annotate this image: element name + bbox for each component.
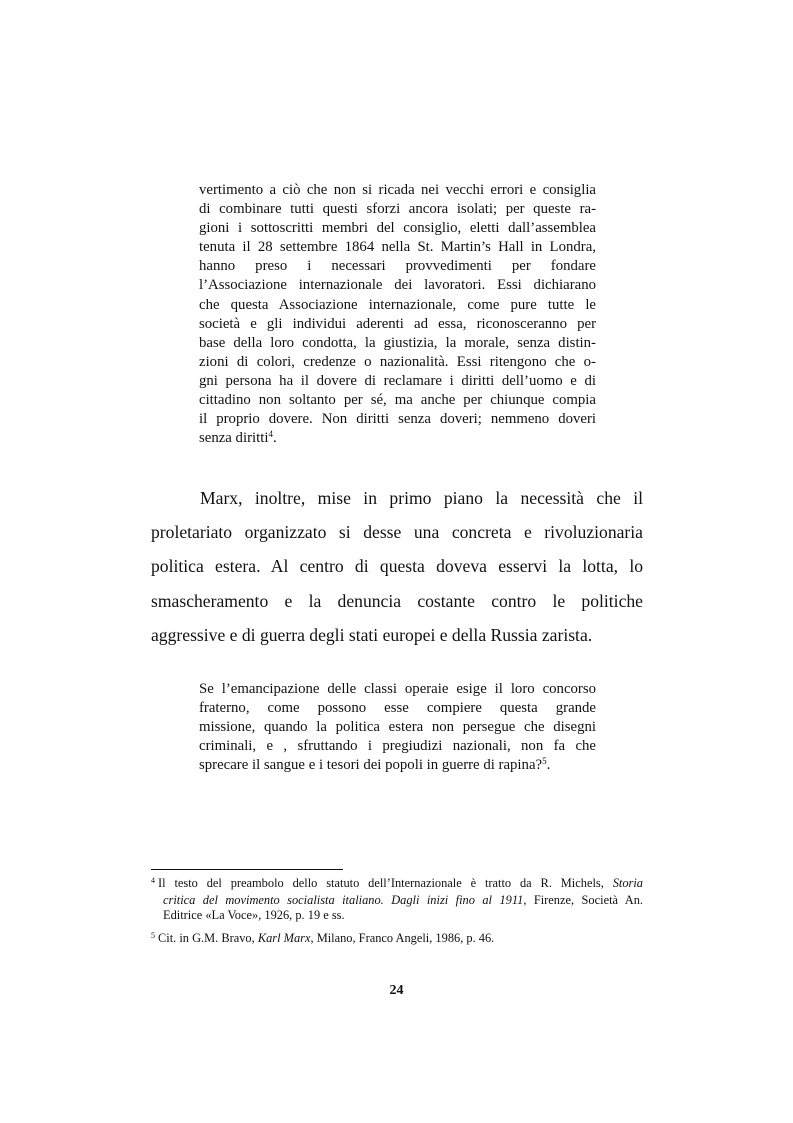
quote-line: che questa Associazione internazionale, come pure tutte le [199,296,596,313]
footnote-number: 5 [151,930,155,940]
quote-line: di combinare tutti questi sforzi ancora isolati; per queste ra- [199,201,596,218]
footnote-number: 4 [151,876,155,885]
quote-line-text: senza diritti [199,430,269,447]
quote-line: hanno preso i necessari provvedimenti per fondare [199,258,596,275]
body-paragraph [151,481,643,652]
quote-last-line [199,429,596,448]
body-line: politica estera. Al centro di questa doveva esservi la lotta, lo [151,556,643,577]
body-line: smascheramento e la denuncia costante contro le politiche [151,590,643,611]
quote-line: zioni di colori, credenze o nazionalità. Essi ritengono che o- [199,353,596,370]
page-number: 24 [389,983,404,998]
footnote-text: , Milano, Franco Angeli, 1986, p. 46. [310,930,495,945]
footnote-text: Cit. in G.M. Bravo, [158,930,255,945]
quote-last-line [199,756,596,775]
footnote-title: critica del movimento socialista italiano. Dagli inizi fino al 1911 [163,892,524,907]
footnote-title: Storia [612,876,643,890]
footnote-ref-4[interactable]: 4 [268,429,273,440]
quote-end-punct: . [546,757,551,774]
footnote-4 [151,876,643,924]
footnote-5 [151,931,643,948]
block-quote-preamble [199,181,596,448]
quote-line: cittadino non soltanto per sé, ma anche per chiunque compia [199,392,596,409]
footnote-line [151,931,643,948]
footnote-line [151,893,643,909]
quote-line: l’Associazione internazionale dei lavoratori. Essi dichiarano [199,277,596,294]
quote-line: base della loro condotta, la giustizia, la morale, senza distin- [199,334,596,351]
quote-line: missione, quando la politica estera non persegue che disegni [199,719,596,736]
footnote-text: Il testo del preambolo dello statuto dell’Internazionale è tratto da R. Michels, [158,876,604,890]
quote-line: gioni i sottoscritti membri del consiglio, eletti dall’assemblea [199,220,596,237]
quote-line: gni persona ha il dovere di reclamare i diritti dell’uomo e di [199,372,596,389]
body-line: Marx, inoltre, mise in primo piano la necessità che il [200,488,643,508]
footnote-separator [151,869,343,870]
body-line: aggressive e di guerra degli stati europei e della Russia zarista. [151,624,593,645]
quote-line: vertimento a ciò che non si ricada nei vecchi errori e consiglia [199,182,596,198]
quote-line-text: sprecare il sangue e i tesori dei popoli in guerre di rapina? [199,757,543,774]
body-line: proletariato organizzato si desse una concreta e rivoluzionaria [151,522,643,543]
footnotes [151,876,643,954]
quote-line: fraterno, come possono esse compiere questa grande [199,700,596,717]
quote-line: criminali, e , sfruttando i pregiudizi nazionali, non fa che [199,738,596,755]
footnote-line: Editrice «La Voce», 1926, p. 19 e ss. [163,908,345,923]
footnote-text: , Firenze, Società An. [523,892,644,907]
quote-line: Se l’emancipazione delle classi operaie esige il loro concorso [199,681,596,697]
block-quote-marx [199,680,596,775]
footnote-ref-5[interactable]: 5 [542,756,547,767]
footnote-title: Karl Marx [257,930,311,945]
quote-end-punct: . [272,430,277,447]
footnote-line [151,876,643,893]
quote-line: società e gli individui aderenti ad essa, riconosceranno per [199,315,596,332]
quote-line: tenuta il 28 settembre 1864 nella St. Martin’s Hall in Londra, [199,239,596,256]
quote-line: il proprio dovere. Non diritti senza doveri; nemmeno doveri [199,411,596,428]
